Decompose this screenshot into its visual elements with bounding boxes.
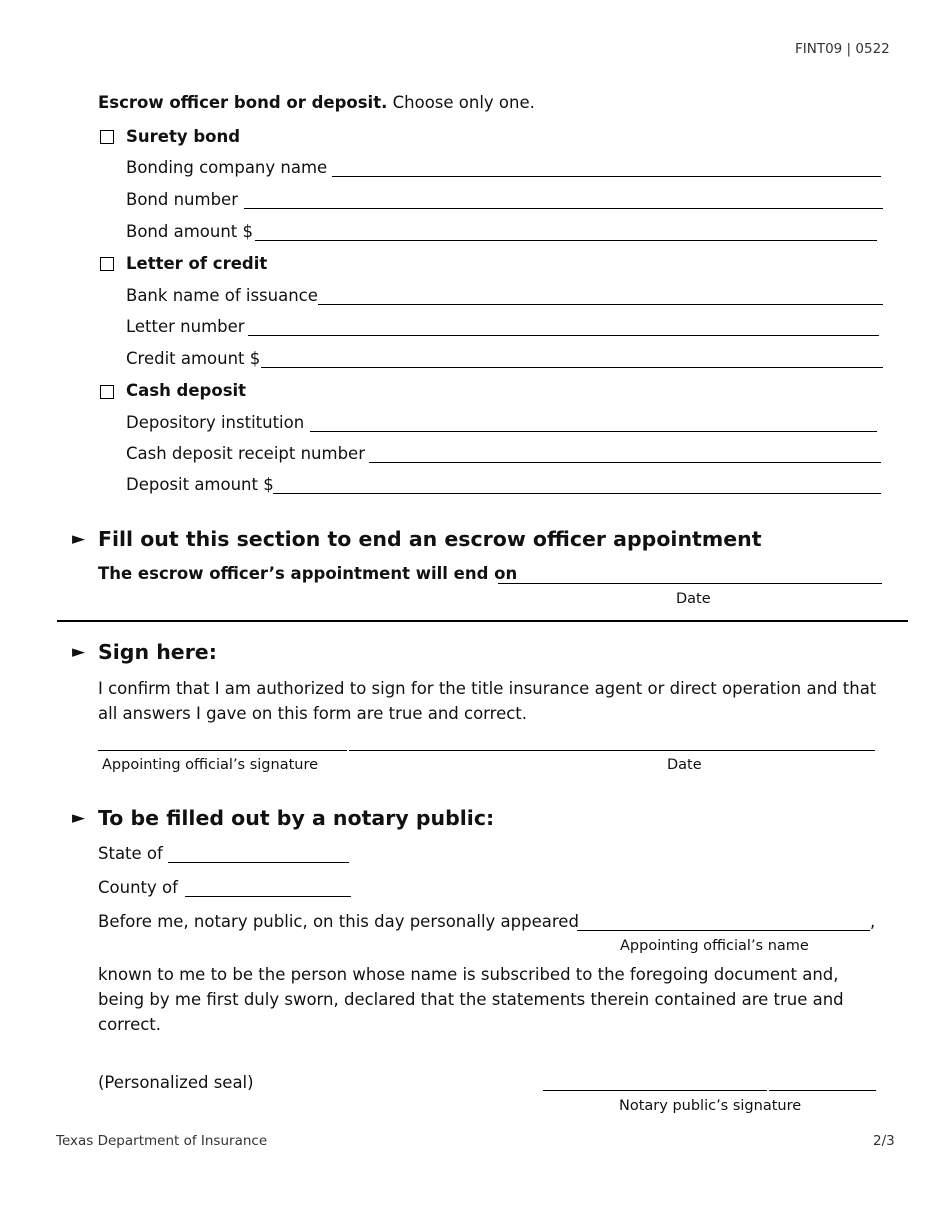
deposit-amount-label: Deposit amount $ xyxy=(126,475,274,494)
cash-deposit-label: Cash deposit xyxy=(126,381,247,400)
appointing-name-caption: Appointing official’s name xyxy=(620,938,809,954)
bond-number-field[interactable] xyxy=(244,208,883,209)
depository-institution-field[interactable] xyxy=(310,431,877,432)
footer-org: Texas Department of Insurance xyxy=(56,1133,268,1149)
bond-number-label: Bond number xyxy=(126,190,238,209)
receipt-number-label: Cash deposit receipt number xyxy=(126,444,365,463)
appeared-name-field[interactable] xyxy=(577,930,870,931)
escrow-bond-heading xyxy=(98,93,535,113)
footer-page-number: 2/3 xyxy=(873,1133,895,1149)
receipt-number-field[interactable] xyxy=(369,462,881,463)
section-arrow-icon: ► xyxy=(72,808,86,828)
state-of-field[interactable] xyxy=(168,862,349,863)
credit-amount-field[interactable] xyxy=(261,367,883,368)
personalized-seal-label: (Personalized seal) xyxy=(98,1073,254,1092)
end-date-field[interactable] xyxy=(498,583,882,584)
sign-date-caption: Date xyxy=(667,757,702,773)
bank-name-label: Bank name of issuance xyxy=(126,286,318,305)
bonding-company-name-label: Bonding company name xyxy=(126,158,328,177)
section-arrow-icon: ► xyxy=(72,529,86,549)
state-of-label: State of xyxy=(98,844,163,863)
deposit-amount-field[interactable] xyxy=(273,493,881,494)
end-date-label: The escrow officer’s appointment will end on xyxy=(98,564,518,583)
end-appointment-title: Fill out this section to end an escrow officer appointment xyxy=(98,527,762,551)
bond-amount-field[interactable] xyxy=(255,240,877,241)
appeared-label: Before me, notary public, on this day personally appeared xyxy=(98,912,579,931)
sign-date-field[interactable] xyxy=(349,750,875,751)
form-code: FINT09 | 0522 xyxy=(795,41,890,57)
letter-number-field[interactable] xyxy=(248,335,879,336)
section-divider xyxy=(57,620,908,622)
letter-of-credit-label: Letter of credit xyxy=(126,254,268,273)
confirm-text: I confirm that I am authorized to sign for the title insurance agent or direct operation and that all answers I gave on this form are true and correct. xyxy=(98,679,877,723)
notary-signature-field[interactable] xyxy=(543,1090,767,1091)
escrow-bond-heading-rest: Choose only one. xyxy=(387,93,535,112)
notary-signature-caption: Notary public’s signature xyxy=(619,1098,802,1114)
bank-name-field[interactable] xyxy=(318,304,883,305)
section-arrow-icon: ► xyxy=(72,642,86,662)
signature-field[interactable] xyxy=(98,750,347,751)
letter-number-label: Letter number xyxy=(126,317,245,336)
sworn-text: known to me to be the person whose name is subscribed to the foregoing document and, being by me first duly sworn, declared that the statements therein contained are true and correct. xyxy=(98,965,844,1034)
credit-amount-label: Credit amount $ xyxy=(126,349,261,368)
surety-bond-checkbox[interactable] xyxy=(100,130,114,144)
letter-of-credit-checkbox[interactable] xyxy=(100,257,114,271)
bond-amount-label: Bond amount $ xyxy=(126,222,253,241)
signature-caption: Appointing official’s signature xyxy=(102,757,319,773)
depository-institution-label: Depository institution xyxy=(126,413,305,432)
escrow-bond-heading-bold: Escrow officer bond or deposit. xyxy=(98,93,388,112)
appeared-comma: , xyxy=(870,912,876,931)
county-of-label: County of xyxy=(98,878,178,897)
sign-here-title: Sign here: xyxy=(98,640,217,664)
notary-signature-field-extension[interactable] xyxy=(769,1090,876,1091)
end-date-caption: Date xyxy=(676,591,711,607)
notary-title: To be filled out by a notary public: xyxy=(98,806,495,830)
surety-bond-label: Surety bond xyxy=(126,127,241,146)
bonding-company-name-field[interactable] xyxy=(332,176,881,177)
cash-deposit-checkbox[interactable] xyxy=(100,385,114,399)
county-of-field[interactable] xyxy=(185,896,351,897)
